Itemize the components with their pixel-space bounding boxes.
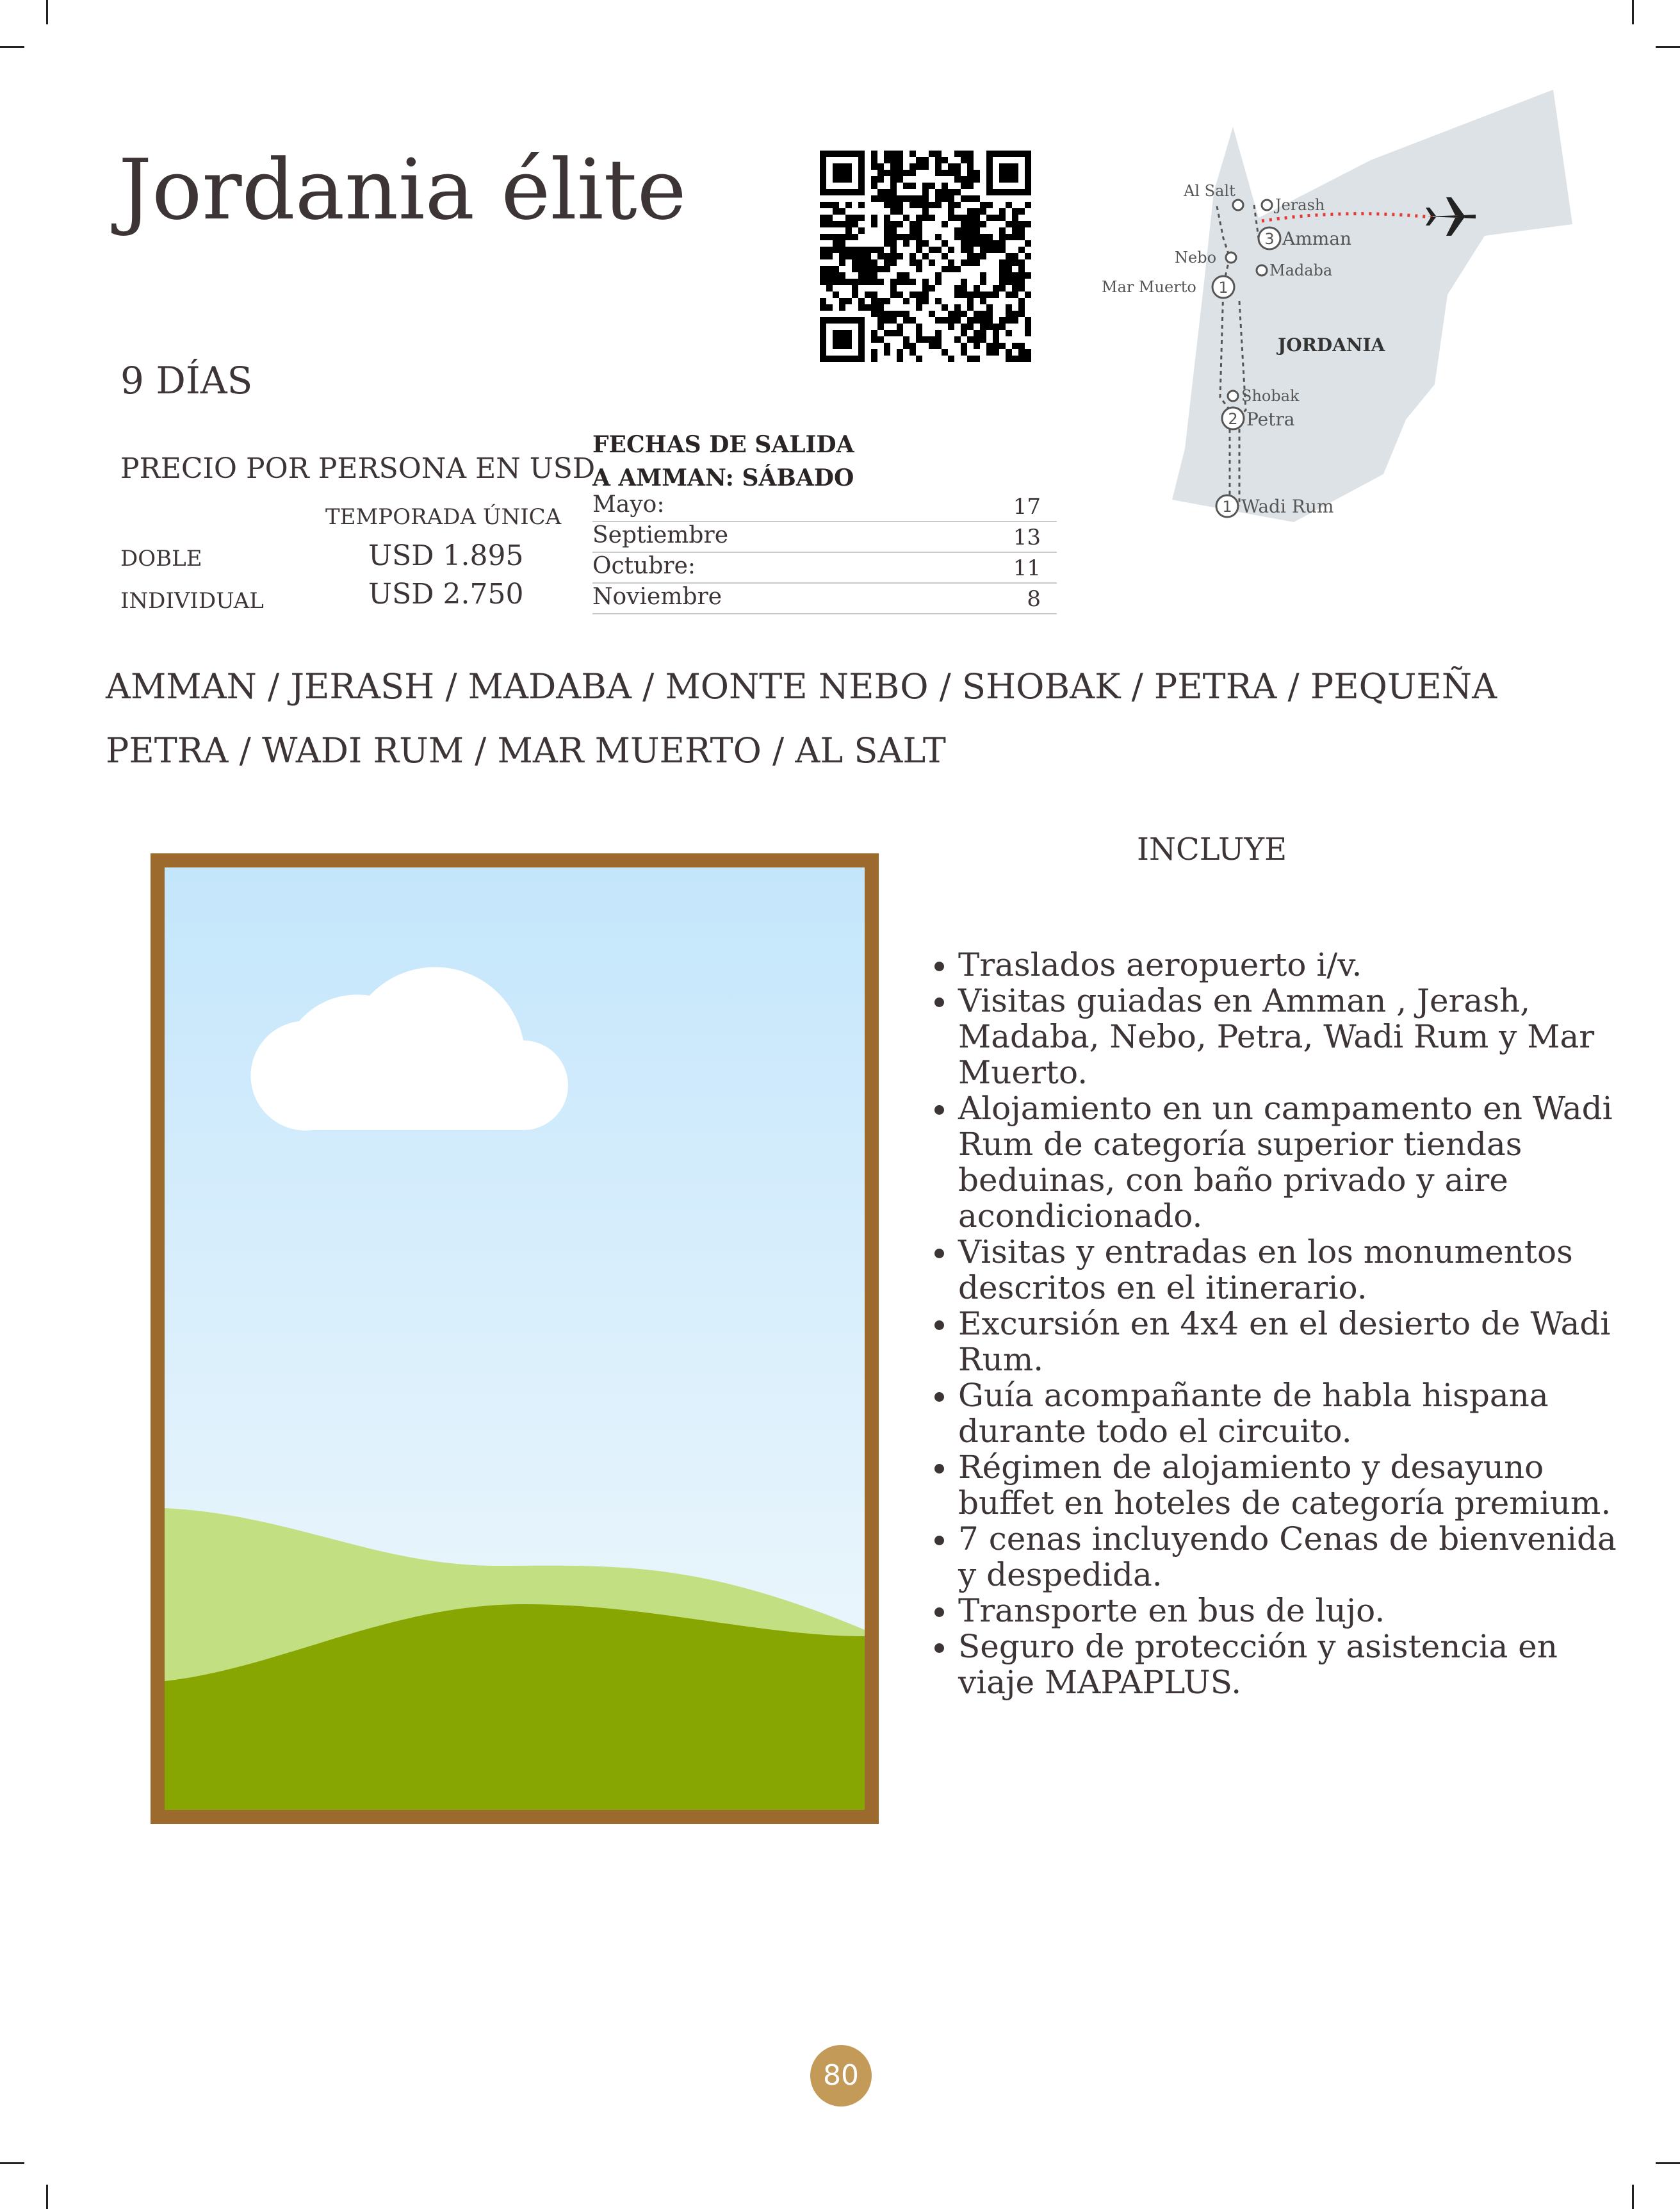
departure-row xyxy=(592,552,1057,584)
crop-mark xyxy=(1632,2185,1634,2209)
map-label-amman: Amman xyxy=(1282,228,1352,249)
price-row-value-single: USD 2.750 xyxy=(368,578,524,611)
list-item: • Visitas y entradas en los monumentos descritos en el itinerario. xyxy=(958,1234,1624,1306)
map-label-al-salt: Al Salt xyxy=(1184,182,1236,200)
qr-code-icon xyxy=(820,151,1031,362)
departure-day: 11 xyxy=(1013,555,1041,581)
jordan-land-shape xyxy=(1172,90,1572,522)
price-row-label-double: DOBLE xyxy=(120,546,202,571)
season-label: TEMPORADA ÚNICA xyxy=(325,504,562,530)
list-item: • Seguro de protección y asistencia en viaje MAPAPLUS. xyxy=(958,1629,1624,1700)
crop-mark xyxy=(1656,46,1680,48)
list-item: • Guía acompañante de habla hispana durante todo el circuito. xyxy=(958,1377,1624,1449)
map-label-mar-muerto: Mar Muerto xyxy=(1102,278,1196,296)
departures-heading-line2: A AMMAN: SÁBADO xyxy=(592,464,854,491)
nights-amman: 3 xyxy=(1264,230,1275,248)
list-item: • Visitas guiadas en Amman , Jerash, Madaba, Nebo, Petra, Wadi Rum y Mar Muerto. xyxy=(958,983,1624,1090)
page-title: Jordania élite xyxy=(118,141,687,238)
map-dot-nebo xyxy=(1226,252,1236,263)
price-row-value-double: USD 1.895 xyxy=(368,539,524,572)
map-label-petra: Petra xyxy=(1246,409,1295,430)
photo-frame xyxy=(151,853,879,1824)
crop-mark xyxy=(0,46,24,48)
crop-mark xyxy=(1656,2162,1680,2164)
route-map xyxy=(1102,90,1588,551)
departure-month: Mayo: xyxy=(592,491,665,518)
departure-row xyxy=(592,521,1057,553)
price-row-label-single: INDIVIDUAL xyxy=(120,588,264,614)
map-label-nebo: Nebo xyxy=(1175,249,1217,267)
crop-mark xyxy=(1632,0,1634,24)
nights-mar-muerto: 1 xyxy=(1218,279,1228,297)
price-heading: PRECIO POR PERSONA EN USD xyxy=(120,452,596,485)
list-item: • Excursión en 4x4 en el desierto de Wadi Rum. xyxy=(958,1306,1624,1377)
nights-wadi-rum: 1 xyxy=(1222,498,1232,516)
departure-month: Septiembre xyxy=(592,522,728,548)
departures-heading xyxy=(592,428,854,495)
departure-month: Noviembre xyxy=(592,584,722,610)
landscape-placeholder-icon xyxy=(165,867,865,1810)
duration-label: 9 DÍAS xyxy=(120,359,253,402)
list-item: • Régimen de alojamiento y desayuno buffet en hoteles de categoría premium. xyxy=(958,1449,1624,1521)
departure-row xyxy=(592,490,1057,522)
list-item: • Alojamiento en un campamento en Wadi Rum de categoría superior tiendas beduinas, con baño privado y aire acondicionado. xyxy=(958,1090,1624,1234)
departure-day: 13 xyxy=(1013,525,1041,550)
map-dot-jerash xyxy=(1262,200,1272,210)
map-label-shobak: Shobak xyxy=(1241,387,1300,405)
crop-mark xyxy=(46,0,48,24)
departures-heading-line1: FECHAS DE SALIDA xyxy=(592,431,854,458)
map-dot-shobak xyxy=(1228,391,1238,401)
departure-row xyxy=(592,582,1057,614)
includes-title: INCLUYE xyxy=(1137,832,1287,867)
map-dot-al-salt xyxy=(1233,200,1243,210)
departure-month: Octubre: xyxy=(592,553,696,579)
page-number: 80 xyxy=(810,2045,872,2106)
departure-day: 17 xyxy=(1013,494,1041,520)
departure-day: 8 xyxy=(1027,586,1041,612)
map-label-madaba: Madaba xyxy=(1269,261,1333,279)
crop-mark xyxy=(0,2162,24,2164)
list-item: • Traslados aeropuerto i/v. xyxy=(958,947,1624,983)
map-dot-madaba xyxy=(1257,265,1267,275)
route-summary: AMMAN / JERASH / MADABA / MONTE NEBO / SHOBAK / PETRA / PEQUEÑA PETRA / WADI RUM / MAR MUERTO / AL SALT xyxy=(106,666,1497,771)
includes-list xyxy=(922,947,1624,1700)
map-label-wadi-rum: Wadi Rum xyxy=(1241,496,1334,517)
map-label-jerash: Jerash xyxy=(1275,196,1325,214)
list-item: • Transporte en bus de lujo. xyxy=(958,1593,1624,1629)
map-label-country: JORDANIA xyxy=(1278,334,1385,356)
nights-petra: 2 xyxy=(1228,410,1238,428)
crop-mark xyxy=(46,2185,48,2209)
list-item: • 7 cenas incluyendo Cenas de bienvenida y despedida. xyxy=(958,1521,1624,1593)
